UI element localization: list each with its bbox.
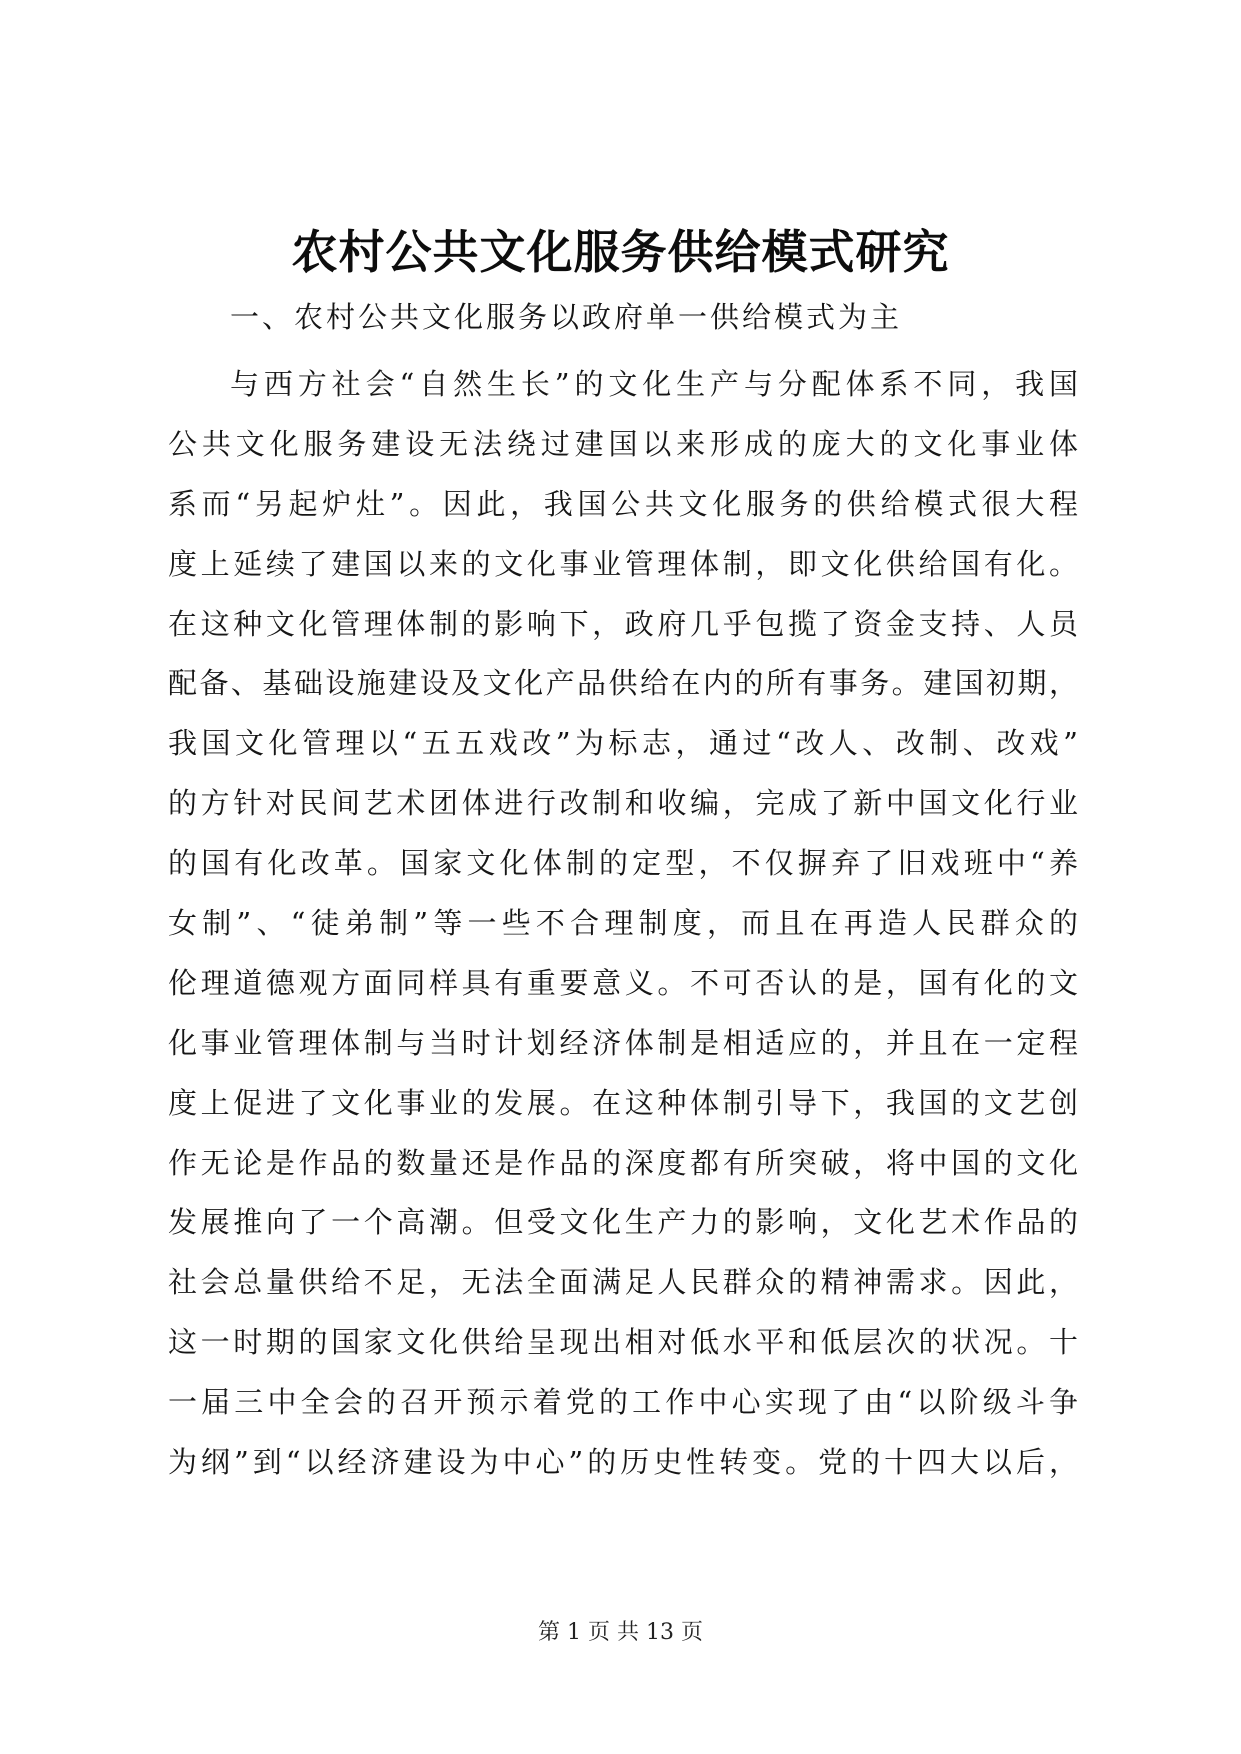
paragraph-line: 的国有化改革。国家文化体制的定型，不仅摒弃了旧戏班中“养 — [168, 846, 1078, 881]
paragraph-line: 作无论是作品的数量还是作品的深度都有所突破，将中国的文化 — [168, 1145, 1078, 1180]
paragraph-line: 系而“另起炉灶”。因此，我国公共文化服务的供给模式很大程 — [168, 486, 1078, 521]
paragraph-line: 伦理道德观方面同样具有重要意义。不可否认的是，国有化的文 — [168, 965, 1078, 1000]
paragraph-line: 一届三中全会的召开预示着党的工作中心实现了由“以阶级斗争 — [168, 1385, 1078, 1420]
paragraph-line: 化事业管理体制与当时计划经济体制是相适应的，并且在一定程 — [168, 1025, 1078, 1060]
paragraph-line: 配备、基础设施建设及文化产品供给在内的所有事务。建国初期， — [168, 666, 1078, 701]
paragraph-line: 发展推向了一个高潮。但受文化生产力的影响，文化艺术作品的 — [168, 1205, 1078, 1240]
paragraph-line: 社会总量供给不足，无法全面满足人民群众的精神需求。因此， — [168, 1265, 1078, 1300]
paragraph-line: 公共文化服务建设无法绕过建国以来形成的庞大的文化事业体 — [168, 426, 1078, 461]
section-heading: 一、农村公共文化服务以政府单一供给模式为主 — [230, 300, 903, 334]
paragraph-line: 与西方社会“自然生长”的文化生产与分配体系不同，我国 — [230, 367, 1078, 401]
page-number-footer: 第 1 页 共 13 页 — [538, 1620, 703, 1645]
document-title: 农村公共文化服务供给模式研究 — [291, 225, 950, 279]
paragraph-line: 这一时期的国家文化供给呈现出相对低水平和低层次的状况。十 — [168, 1325, 1078, 1360]
paragraph-line: 度上延续了建国以来的文化事业管理体制，即文化供给国有化。 — [168, 546, 1078, 581]
paragraph-line: 度上促进了文化事业的发展。在这种体制引导下，我国的文艺创 — [168, 1085, 1078, 1120]
paragraph-line: 为纲”到“以经济建设为中心”的历史性转变。党的十四大以后， — [168, 1445, 1078, 1480]
paragraph-line: 我国文化管理以“五五戏改”为标志，通过“改人、改制、改戏” — [168, 726, 1078, 761]
paragraph-line: 在这种文化管理体制的影响下，政府几乎包揽了资金支持、人员 — [168, 606, 1078, 641]
paragraph-line: 的方针对民间艺术团体进行改制和收编，完成了新中国文化行业 — [168, 786, 1078, 821]
body-paragraph — [168, 354, 1078, 1492]
paragraph-line: 女制”、“徒弟制”等一些不合理制度，而且在再造人民群众的 — [168, 906, 1078, 941]
